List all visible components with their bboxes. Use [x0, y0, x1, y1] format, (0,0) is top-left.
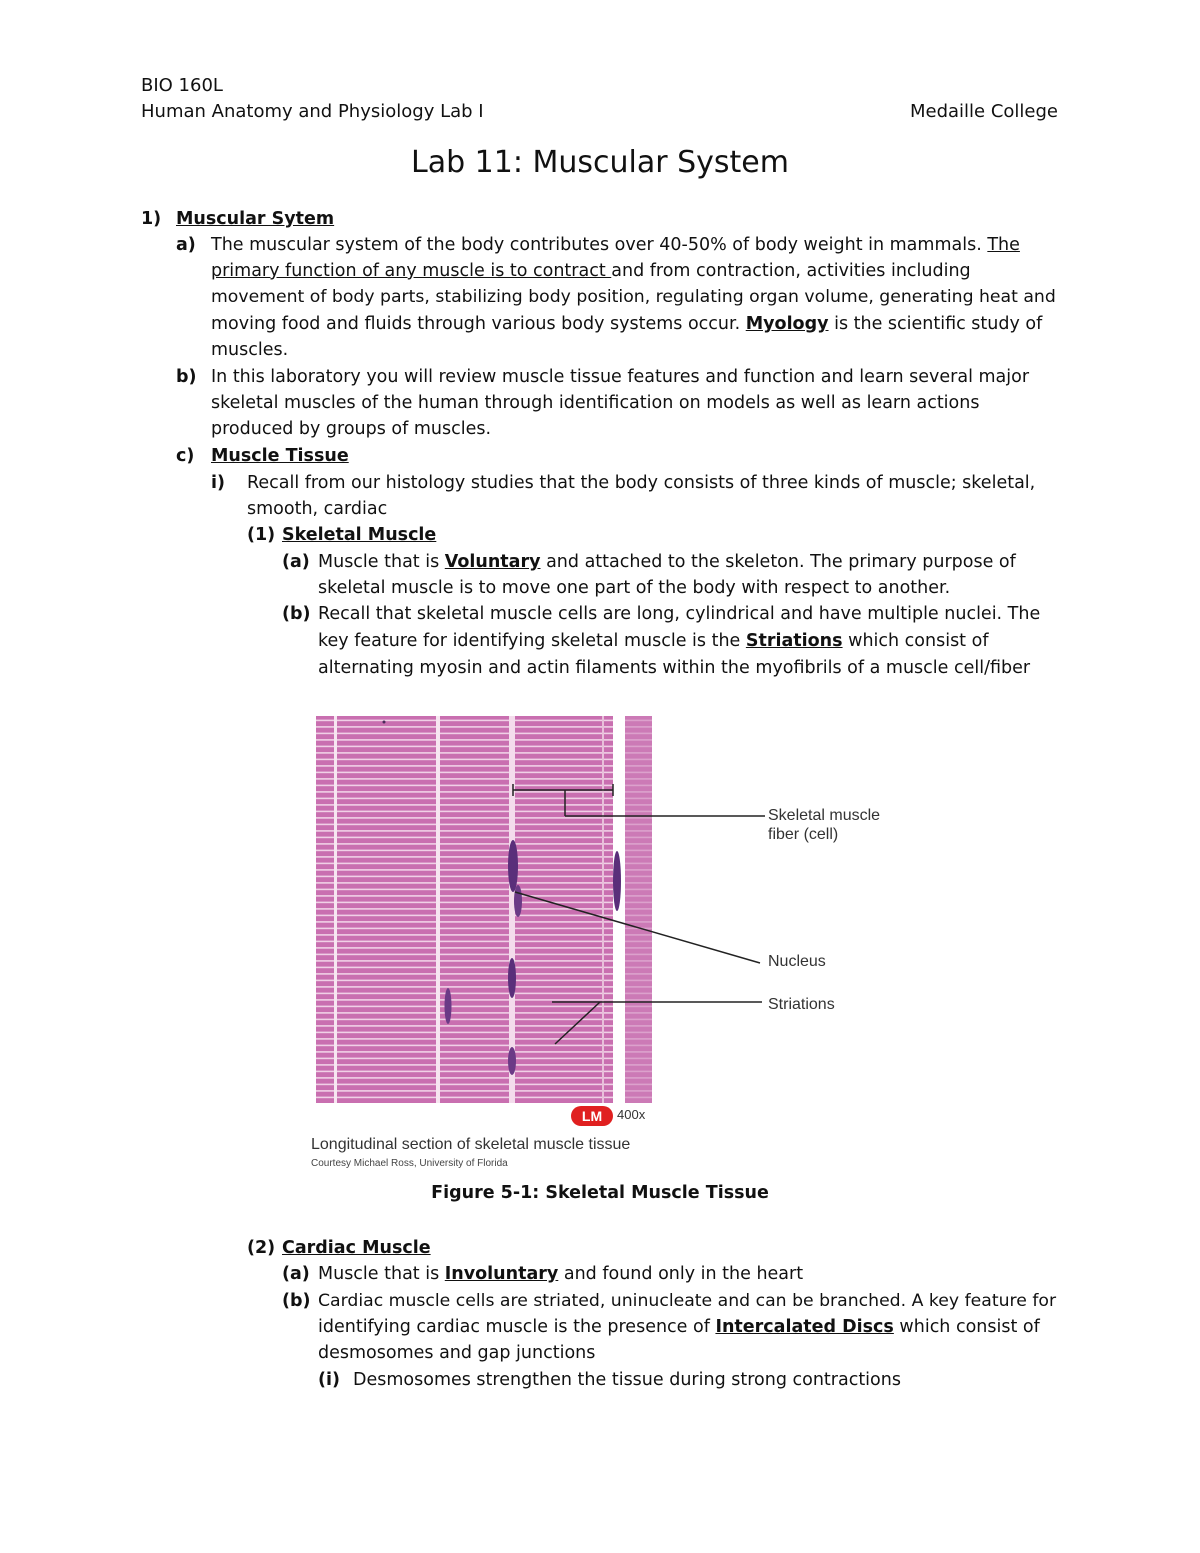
item-a-marker: a)	[176, 235, 196, 255]
item-a-line-3: movement of body parts, stabilizing body position, regulating organ volume, generating heat and	[211, 287, 1056, 307]
item-b-line-1: In this laboratory you will review muscle tissue features and function and learn several major	[211, 367, 1030, 387]
item-a-line-2: primary function of any muscle is to contract and from contraction, activities including	[211, 261, 971, 281]
figure-title: Figure 5-1: Skeletal Muscle Tissue	[431, 1183, 769, 1203]
label-skeletal-muscle-fiber: Skeletal muscle fiber (cell)	[768, 807, 881, 843]
item-b-marker: b)	[176, 367, 197, 387]
figure-caption: Longitudinal section of skeletal muscle tissue	[311, 1136, 631, 1153]
item-a-line-4: moving food and fluids through various body systems occur. Myology is the scientific study of	[211, 314, 1043, 334]
figure-credit: Courtesy Michael Ross, University of Florida	[311, 1158, 508, 1169]
label-striations: Striations	[768, 996, 835, 1013]
cardiac-heading: Cardiac Muscle	[282, 1238, 431, 1258]
cardiac-i-marker: (i)	[318, 1370, 340, 1390]
skeletal-number: (1)	[247, 525, 276, 545]
page-title: Lab 11: Muscular System	[411, 145, 789, 180]
item-b-line-3: produced by groups of muscles.	[211, 419, 492, 439]
section-1-heading: Muscular Sytem	[176, 209, 335, 229]
school-name: Medaille College	[909, 101, 1058, 122]
item-a-line-5: muscles.	[211, 340, 289, 360]
skeletal-a-line-2: skeletal muscle is to move one part of the body with respect to another.	[318, 578, 951, 598]
cardiac-i-text: Desmosomes strengthen the tissue during strong contractions	[353, 1370, 901, 1390]
figure-callout-lines	[510, 780, 770, 1050]
skeletal-b-line-2: key feature for identifying skeletal muscle is the Striations which consist of	[318, 631, 989, 651]
skeletal-b-marker: (b)	[282, 604, 311, 624]
skeletal-b-line-1: Recall that skeletal muscle cells are long, cylindrical and have multiple nuclei. The	[318, 604, 1041, 624]
cardiac-b-line-1: Cardiac muscle cells are striated, uninucleate and can be branched. A key feature for	[318, 1291, 1057, 1311]
cardiac-b-marker: (b)	[282, 1291, 311, 1311]
skeletal-b-line-3: alternating myosin and actin filaments within the myofibrils of a muscle cell/fiber	[318, 658, 1031, 678]
cardiac-number: (2)	[247, 1238, 276, 1258]
item-a-line-1: The muscular system of the body contributes over 40-50% of body weight in mammals. The	[211, 235, 1020, 255]
skeletal-a-line-1: Muscle that is Voluntary and attached to the skeleton. The primary purpose of	[318, 552, 1016, 572]
cardiac-a-marker: (a)	[282, 1264, 310, 1284]
item-i-line-2: smooth, cardiac	[247, 499, 388, 519]
cardiac-b-line-2: identifying cardiac muscle is the presence of Intercalated Discs which consist of	[318, 1317, 1040, 1337]
course-code: BIO 160L	[141, 75, 223, 96]
item-b-line-2: skeletal muscles of the human through identification on models as well as learn actions	[211, 393, 980, 413]
item-c-heading: Muscle Tissue	[211, 446, 349, 466]
item-i-line-1: Recall from our histology studies that the body consists of three kinds of muscle; skeletal,	[247, 473, 1036, 493]
skeletal-heading: Skeletal Muscle	[282, 525, 437, 545]
cardiac-b-line-3: desmosomes and gap junctions	[318, 1343, 596, 1363]
label-nucleus: Nucleus	[768, 953, 826, 970]
item-c-marker: c)	[176, 446, 195, 466]
magnification-label: 400x	[617, 1107, 646, 1122]
lm-badge: LM	[571, 1106, 613, 1126]
skeletal-a-marker: (a)	[282, 552, 310, 572]
course-title: Human Anatomy and Physiology Lab I	[141, 101, 484, 122]
item-i-marker: i)	[211, 473, 225, 493]
cardiac-a-line-1: Muscle that is Involuntary and found only in the heart	[318, 1264, 804, 1284]
section-1-number: 1)	[141, 209, 162, 229]
